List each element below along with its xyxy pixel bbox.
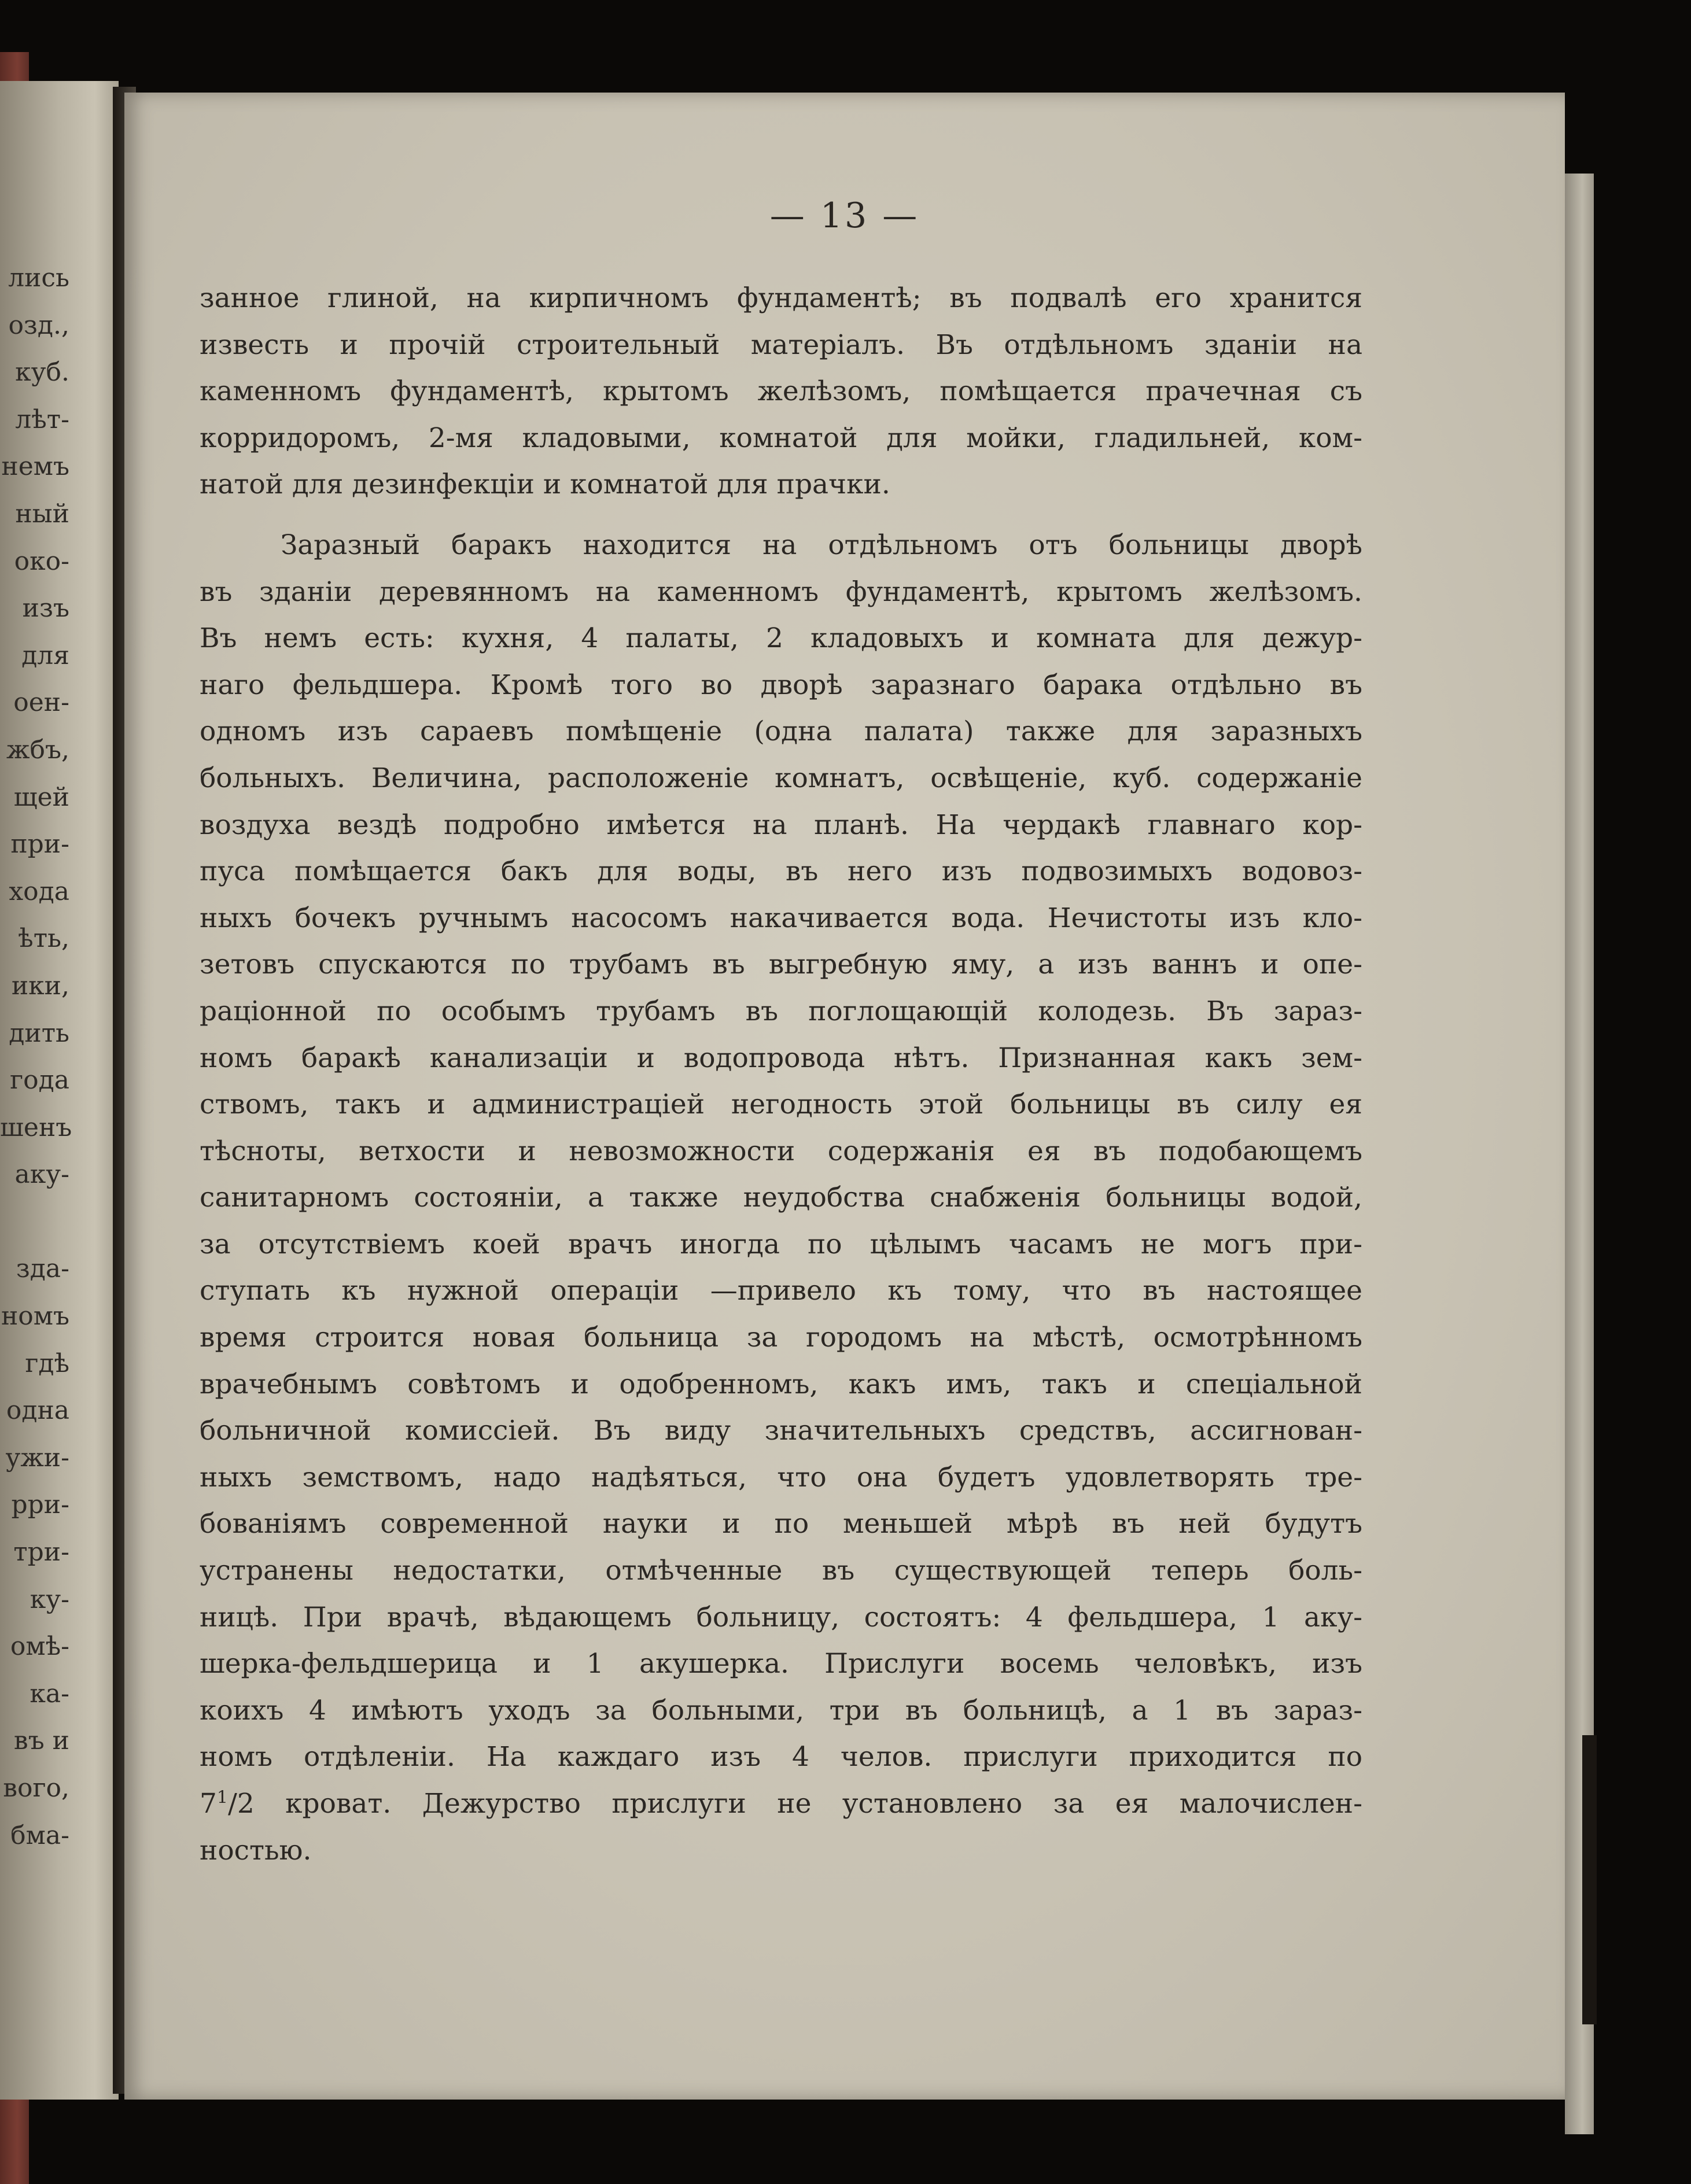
left-page-line: въ и (13, 1726, 69, 1756)
text-line: натой для дезинфекціи и комнатой для прачки. (200, 468, 890, 501)
left-page-line: года (10, 1065, 69, 1095)
text-line: больныхъ. Величина, расположеніе комнатъ, освѣщеніе, куб. содержаніе (200, 762, 1362, 794)
text-line: ныхъ бочекъ ручнымъ насосомъ накачивается вода. Нечистоты изъ кло- (200, 902, 1362, 934)
left-page-line: ка- (30, 1678, 69, 1709)
left-page-line: оен- (13, 688, 69, 718)
left-page-line: ѣть, (18, 924, 69, 954)
left-page-line: куб. (15, 357, 69, 388)
text-line: Заразный баракъ находится на отдѣльномъ отъ больницы дворѣ (281, 529, 1362, 561)
fraction-numerator: 1 (216, 1787, 228, 1808)
left-page-line: ики, (11, 971, 69, 1001)
text-line: корридоромъ, 2-мя кладовыми, комнатой для мойки, гладильней, ком- (200, 422, 1362, 454)
left-page-line: лѣт- (15, 404, 69, 434)
left-page-line: ужи- (5, 1443, 69, 1473)
text-line: врачебнымъ совѣтомъ и одобренномъ, какъ имъ, такъ и спеціальной (200, 1368, 1362, 1400)
left-facing-page (0, 81, 119, 2100)
left-page-line: три- (13, 1537, 69, 1567)
text-line: наго фельдшера. Кромѣ того во дворѣ заразнаго барака отдѣльно въ (200, 669, 1362, 701)
text-line: санитарномъ состояніи, а также неудобства снабженія больницы водой, (200, 1182, 1362, 1214)
text-line-final: ностью. (200, 1834, 312, 1866)
left-page-text (0, 254, 119, 1859)
text-line: известь и прочій строительный матеріалъ. Въ отдѣльномъ зданіи на (200, 329, 1362, 361)
text-line: каменномъ фундаментѣ, крытомъ желѣзомъ, помѣщается прачечная съ (200, 375, 1362, 408)
left-page-line: номъ (1, 1301, 69, 1331)
left-page-line: омѣ- (10, 1632, 69, 1662)
text-line: пуса помѣщается бакъ для воды, въ него изъ подвозимыхъ водовоз- (200, 855, 1362, 888)
left-page-line: бма- (10, 1820, 69, 1850)
text-line: одномъ изъ сараевъ помѣщеніе (одна палата) также для заразныхъ (200, 715, 1362, 748)
left-page-line: изъ (22, 593, 69, 624)
text-line: больничной комиссіей. Въ виду значительныхъ средствъ, ассигнован- (200, 1415, 1362, 1447)
left-page-line (0, 1198, 119, 1246)
text-line: тѣсноты, ветхости и невозможности содержанія ея въ подобающемъ (200, 1135, 1362, 1167)
left-page-line: при- (10, 829, 69, 859)
text-line: ницѣ. При врачѣ, вѣдающемъ больницу, состоятъ: 4 фельдшера, 1 аку- (200, 1601, 1362, 1633)
left-page-line: щей (13, 782, 69, 812)
left-page-line: ный (15, 499, 69, 529)
text-line: ныхъ земствомъ, надо надѣяться, что она будетъ удовлетворять тре- (200, 1461, 1362, 1493)
text-line: номъ отдѣленіи. На каждаго изъ 4 челов. прислуги приходится по (200, 1741, 1362, 1773)
left-page-line: лись (8, 263, 69, 293)
text-line-fraction (200, 1781, 1362, 1828)
text-line: занное глиной, на кирпичномъ фундаментѣ; въ подвалѣ его хранится (200, 282, 1362, 314)
text-line: воздуха вездѣ подробно имѣется на планѣ. На чердакѣ главнаго кор- (200, 809, 1362, 841)
text-line: зетовъ спускаются по трубамъ въ выгребную яму, а изъ ваннъ и опе- (200, 949, 1362, 981)
text-line: номъ баракѣ канализаціи и водопровода нѣтъ. Признанная какъ зем- (200, 1042, 1362, 1074)
left-page-line: хода (9, 876, 69, 906)
left-page-line: вого, (3, 1773, 69, 1803)
left-page-line: гдѣ (25, 1348, 69, 1378)
text-line: устранены недостатки, отмѣченные въ существующей теперь боль- (200, 1555, 1362, 1587)
text-line: время строится новая больница за городомъ на мѣстѣ, осмотрѣнномъ (200, 1322, 1362, 1354)
left-page-line: жбъ, (6, 735, 69, 765)
left-page-line: озд., (8, 310, 69, 340)
left-page-line: зда- (16, 1254, 69, 1284)
fraction-whole: 7 (200, 1788, 217, 1820)
text-line: шерка-фельдшерица и 1 акушерка. Прислуги восемь человѣкъ, изъ (200, 1648, 1362, 1680)
left-page-line: ку- (30, 1584, 69, 1614)
page-number: — 13 — (769, 195, 920, 236)
text-line: коихъ 4 имѣютъ уходъ за больными, три въ больницѣ, а 1 въ зараз- (200, 1694, 1362, 1726)
left-page-line: рри- (11, 1490, 69, 1520)
text-line: ступать къ нужной операціи —привело къ тому, что въ настоящее (200, 1275, 1362, 1307)
left-page-line: око- (14, 546, 69, 576)
left-page-line: одна (6, 1396, 69, 1426)
page-edge-shadow (1582, 1735, 1597, 2024)
text-line: въ зданіи деревянномъ на каменномъ фундаментѣ, крытомъ желѣзомъ. (200, 575, 1362, 608)
left-page-line: для (21, 640, 69, 670)
text-line: ствомъ, такъ и администраціей негодность этой больницы въ силу ея (200, 1089, 1362, 1121)
text-line: бованіямъ современной науки и по меньшей мѣрѣ въ ней будутъ (200, 1508, 1362, 1540)
fraction-rest: /2 кроват. Дежурство прислуги не установлено за ея малочислен- (228, 1788, 1362, 1820)
left-page-line: аку- (14, 1160, 69, 1190)
text-line: Въ немъ есть: кухня, 4 палаты, 2 кладовыхъ и комната для дежур- (200, 622, 1362, 655)
left-page-line: немъ (1, 452, 69, 482)
left-page-line: шенъ (0, 1112, 72, 1142)
left-page-line: дить (9, 1018, 69, 1048)
page-body-text (200, 275, 1362, 1874)
text-line: раціонной по особымъ трубамъ въ поглощающій колодезь. Въ зараз- (200, 995, 1362, 1027)
text-line: за отсутствіемъ коей врачъ иногда по цѣлымъ часамъ не могъ при- (200, 1228, 1362, 1260)
